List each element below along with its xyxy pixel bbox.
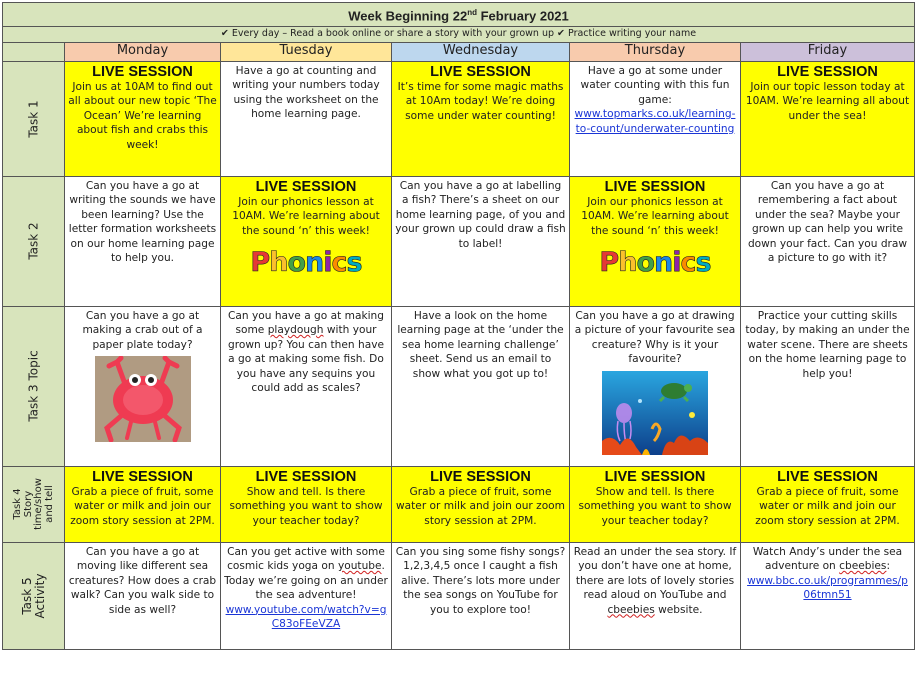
task-4-story-label (13, 478, 55, 530)
row-label-task-3 (3, 306, 65, 466)
cell-task3-friday (741, 306, 915, 466)
task-4-line-1: Task 4 (11, 488, 23, 520)
phonics-letter: P (250, 247, 270, 278)
cell-task1-monday (65, 61, 221, 176)
cell-text: Can you have a go at remembering a fact about under the sea? Maybe your grown up can help you write down your fact. Can you draw a picture to go with it? (747, 179, 908, 264)
daily-reminder: ✔ Every day – Read a book online or share a story with your grown up ✔ Practice writing your name (3, 27, 915, 43)
cell-task3-wednesday (392, 306, 570, 466)
topmarks-link[interactable]: www.topmarks.co.uk/learning-to-count/underwater-counting (574, 108, 736, 135)
task-5-activity-label (21, 573, 47, 618)
task-1-label: Task 1 (26, 99, 40, 138)
cell-task1-thursday (570, 61, 741, 176)
row-label-task-2 (3, 176, 65, 306)
spellcheck-word: youtube (337, 560, 382, 572)
cell-text: Join us at 10AM to find out all about our new topic ‘The Ocean’ We’re learning about fish and crabs this week! (68, 80, 217, 151)
phonics-letter: i (672, 247, 681, 278)
cell-text: Can you sing some fishy songs? 1,2,3,4,5 once I caught a fish alive. There’s lots more under the sea songs on YouTube for you to explore too! (395, 545, 566, 616)
day-header-wednesday: Wednesday (392, 42, 570, 61)
cell-task4-thursday (570, 466, 741, 542)
title-superscript: nd (467, 7, 477, 17)
cell-text: website. (654, 603, 703, 616)
phonics-letter: o (636, 247, 654, 278)
day-header-monday: Monday (65, 42, 221, 61)
cell-text: with your grown up? You can then have a go at making some fish. Do you have any sequins you could add as scales? (228, 324, 384, 394)
phonics-letter: h (269, 247, 288, 278)
phonics-letter: c (331, 247, 347, 278)
cell-text: Show and tell. Is there something you want to show your teacher today? (578, 485, 732, 527)
live-session-label: LIVE SESSION (92, 63, 193, 80)
cell-text: Can you have a go at making a crab out of a paper plate today? (82, 309, 203, 351)
live-session-label: LIVE SESSION (430, 468, 531, 485)
title-date-text: February 2021 (476, 7, 569, 23)
bbc-link[interactable]: www.bbc.co.uk/programmes/p06tmn51 (747, 574, 908, 601)
task-5-line-1: Task 5 (19, 576, 34, 615)
cell-text: Read an under the sea story. If you don’t have one at home, there are lots of lovely stories read aloud on YouTube and (573, 545, 737, 601)
task-4-line-4: and tell (43, 485, 54, 523)
live-session-label: LIVE SESSION (777, 468, 878, 485)
cell-text: Can you have a go at writing the sounds we have been learning? Use the letter formation worksheets on our home learning page to help you. (68, 179, 217, 264)
cell-text: Join our topic lesson today at 10AM. We’re learning all about under the sea! (745, 80, 910, 122)
cell-text: Join our phonics lesson at 10AM. We’re learning about the sound ‘n’ this week! (581, 195, 729, 237)
task-3-topic-label: Task 3 Topic (26, 350, 40, 422)
cell-task5-wednesday (392, 542, 570, 649)
corner-cell (3, 42, 65, 61)
phonics-logo (224, 248, 388, 278)
cell-text: : (886, 560, 891, 572)
cell-text: Can you get active with some cosmic kids yoga on (227, 545, 385, 572)
cell-task4-wednesday (392, 466, 570, 542)
day-header-friday: Friday (741, 42, 915, 61)
cell-text: Join our phonics lesson at 10AM. We’re learning about the sound ‘n’ this week! (232, 195, 380, 237)
cell-task2-monday (65, 176, 221, 306)
cell-text: Can you have a go at making some (228, 309, 384, 336)
cell-text: Can you have a go at moving like different sea creatures? How does a crab walk? Can you walk side to side as well? (68, 545, 217, 616)
phonics-letter: s (695, 247, 711, 278)
phonics-letter: n (654, 247, 673, 278)
cell-text: It’s time for some magic maths at 10Am today! We’re doing some under water counting! (397, 80, 564, 122)
live-session-label: LIVE SESSION (604, 468, 706, 485)
day-header-tuesday: Tuesday (221, 42, 392, 61)
cell-task2-friday (741, 176, 915, 306)
row-label-task-5 (3, 542, 65, 649)
live-session-label: LIVE SESSION (430, 63, 531, 80)
cell-task1-wednesday (392, 61, 570, 176)
cell-task5-friday (741, 542, 915, 649)
live-session-label: LIVE SESSION (255, 468, 357, 485)
cell-text: Practice your cutting skills today, by making an under the water scene. There are sheets on the home learning page to help you! (745, 309, 910, 380)
youtube-link[interactable]: www.youtube.com/watch?v=gC83oFEeVZA (225, 603, 387, 630)
spellcheck-word: cbeebies (839, 560, 887, 572)
spellcheck-word: playdough (267, 324, 324, 336)
cell-task1-tuesday (221, 61, 392, 176)
page-title (3, 3, 915, 27)
cell-task5-monday (65, 542, 221, 649)
cell-text: Watch Andy’s under the sea adventure on (752, 545, 903, 572)
live-session-label: LIVE SESSION (255, 178, 357, 195)
cell-text: Grab a piece of fruit, some water or milk and join our zoom story session at 2PM. (396, 485, 565, 527)
cell-task2-thursday (570, 176, 741, 306)
row-label-task-1 (3, 61, 65, 176)
cell-text: Can you have a go at drawing a picture of your favourite sea creature? Why is it your favourite? (574, 309, 736, 365)
live-session-label: LIVE SESSION (92, 468, 193, 485)
sea-creatures-image (602, 371, 708, 455)
cell-task3-tuesday (221, 306, 392, 466)
live-session-label: LIVE SESSION (604, 178, 706, 195)
phonics-letter: n (305, 247, 324, 278)
phonics-letter: s (346, 247, 362, 278)
cell-text: Have a go at some under water counting with this fun game: (580, 64, 730, 106)
cell-task4-friday (741, 466, 915, 542)
cell-text: Have a look on the home learning page at the ‘under the sea home learning challenge’ sheet. Send us an email to show what you got up to! (397, 309, 564, 380)
cell-task4-tuesday (221, 466, 392, 542)
phonics-letter: P (599, 247, 619, 278)
row-label-task-4 (3, 466, 65, 542)
task-4-line-2: Story (22, 490, 33, 518)
paper-plate-crab-image (95, 356, 191, 442)
weekly-plan-table (2, 2, 915, 650)
cell-task3-monday (65, 306, 221, 466)
day-header-thursday: Thursday (570, 42, 741, 61)
title-text: Week Beginning 22 (348, 7, 468, 23)
cell-task1-friday (741, 61, 915, 176)
task-5-line-2: Activity (32, 573, 47, 618)
cell-text: . Today we’re going on an under the sea adventure! (224, 560, 388, 601)
spellcheck-word: cbeebies (607, 603, 655, 616)
cell-task4-monday (65, 466, 221, 542)
phonics-letter: o (287, 247, 305, 278)
phonics-letter: i (323, 247, 332, 278)
cell-task2-wednesday (392, 176, 570, 306)
cell-text: Grab a piece of fruit, some water or milk and join our zoom story session at 2PM. (755, 485, 900, 527)
cell-text: Grab a piece of fruit, some water or milk and join our zoom story session at 2PM. (70, 485, 215, 527)
cell-text: Can you have a go at labelling a fish? There’s a sheet on our home learning page, of you and your grown up could draw a fish to label! (395, 179, 566, 250)
cell-task5-thursday (570, 542, 741, 649)
cell-text: Have a go at counting and writing your numbers today using the worksheet on the home learning page. (232, 64, 380, 120)
cell-task5-tuesday (221, 542, 392, 649)
phonics-letter: h (618, 247, 637, 278)
phonics-logo (573, 248, 737, 278)
cell-task2-tuesday (221, 176, 392, 306)
live-session-label: LIVE SESSION (777, 63, 878, 80)
cell-text: Show and tell. Is there something you want to show your teacher today? (229, 485, 383, 527)
task-4-line-3: time/show (32, 478, 44, 530)
cell-task3-thursday (570, 306, 741, 466)
task-2-label: Task 2 (26, 222, 40, 260)
phonics-letter: c (680, 247, 696, 278)
